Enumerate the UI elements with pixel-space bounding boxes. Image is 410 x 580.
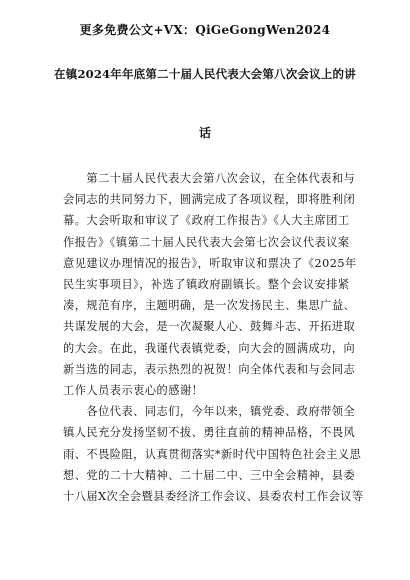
header-watermark-text: 更多免费公文+VX：QiGeGongWen2024 [79,23,331,37]
title-line-1: 在镇2024年年底第二十届人民代表大会第八次会议上的讲 [54,67,356,81]
paragraph-line: 作报告》《镇第二十届人民代表大会第七次会议代表议案 [63,235,350,249]
paragraph-line: 工作人员表示衷心的感谢！ [63,384,204,398]
paragraph-line: 会同志的共同努力下，圆满完成了各项议程，即将胜利闭 [63,193,356,207]
paragraph-line: 想、党的二十大精神、二十届二中、三中全会精神，县委 [63,468,356,482]
paragraph-line: 凑，规范有序，主题明确，是一次发扬民主、集思广益、 [63,299,356,313]
document-body [63,168,364,507]
paragraph-line: 意见建议办理情况的报告》，听取审议和票决了《2025年 [63,256,357,270]
paragraph-line: 镇人民充分发扬坚韧不拔、勇往直前的精神品格，不畏风 [63,426,356,440]
title-line-2: 话 [198,126,211,140]
paragraph-line: 民生实事项目》，补选了镇政府副镇长。整个会议安排紧 [63,278,350,292]
paragraph-line: 雨、不畏险阻，认真贯彻落实*新时代中国特色社会主义思 [63,447,362,461]
paragraph-line: 十八届X次全会暨县委经济工作会议、县委农村工作会议等 [63,490,364,504]
paragraph-line: 幕。大会听取和审议了《政府工作报告》《人大主席团工 [63,214,350,228]
paragraph-1 [63,168,357,401]
paragraph-line: 第二十届人民代表大会第八次会议，在全体代表和与 [63,172,356,185]
paragraph-line: 的大会。在此，我谨代表镇党委，向大会的圆满成功，向 [63,341,356,355]
paragraph-line: 新当选的同志，表示热烈的祝贺！向全体代表和与会同志 [63,362,356,376]
paragraph-line: 各位代表、同志们，今年以来，镇党委、政府带领全 [63,405,356,419]
paragraph-line: 共谋发展的大会，是一次凝聚人心、鼓舞斗志、开拓进取 [63,320,356,334]
paragraph-2 [63,401,364,507]
